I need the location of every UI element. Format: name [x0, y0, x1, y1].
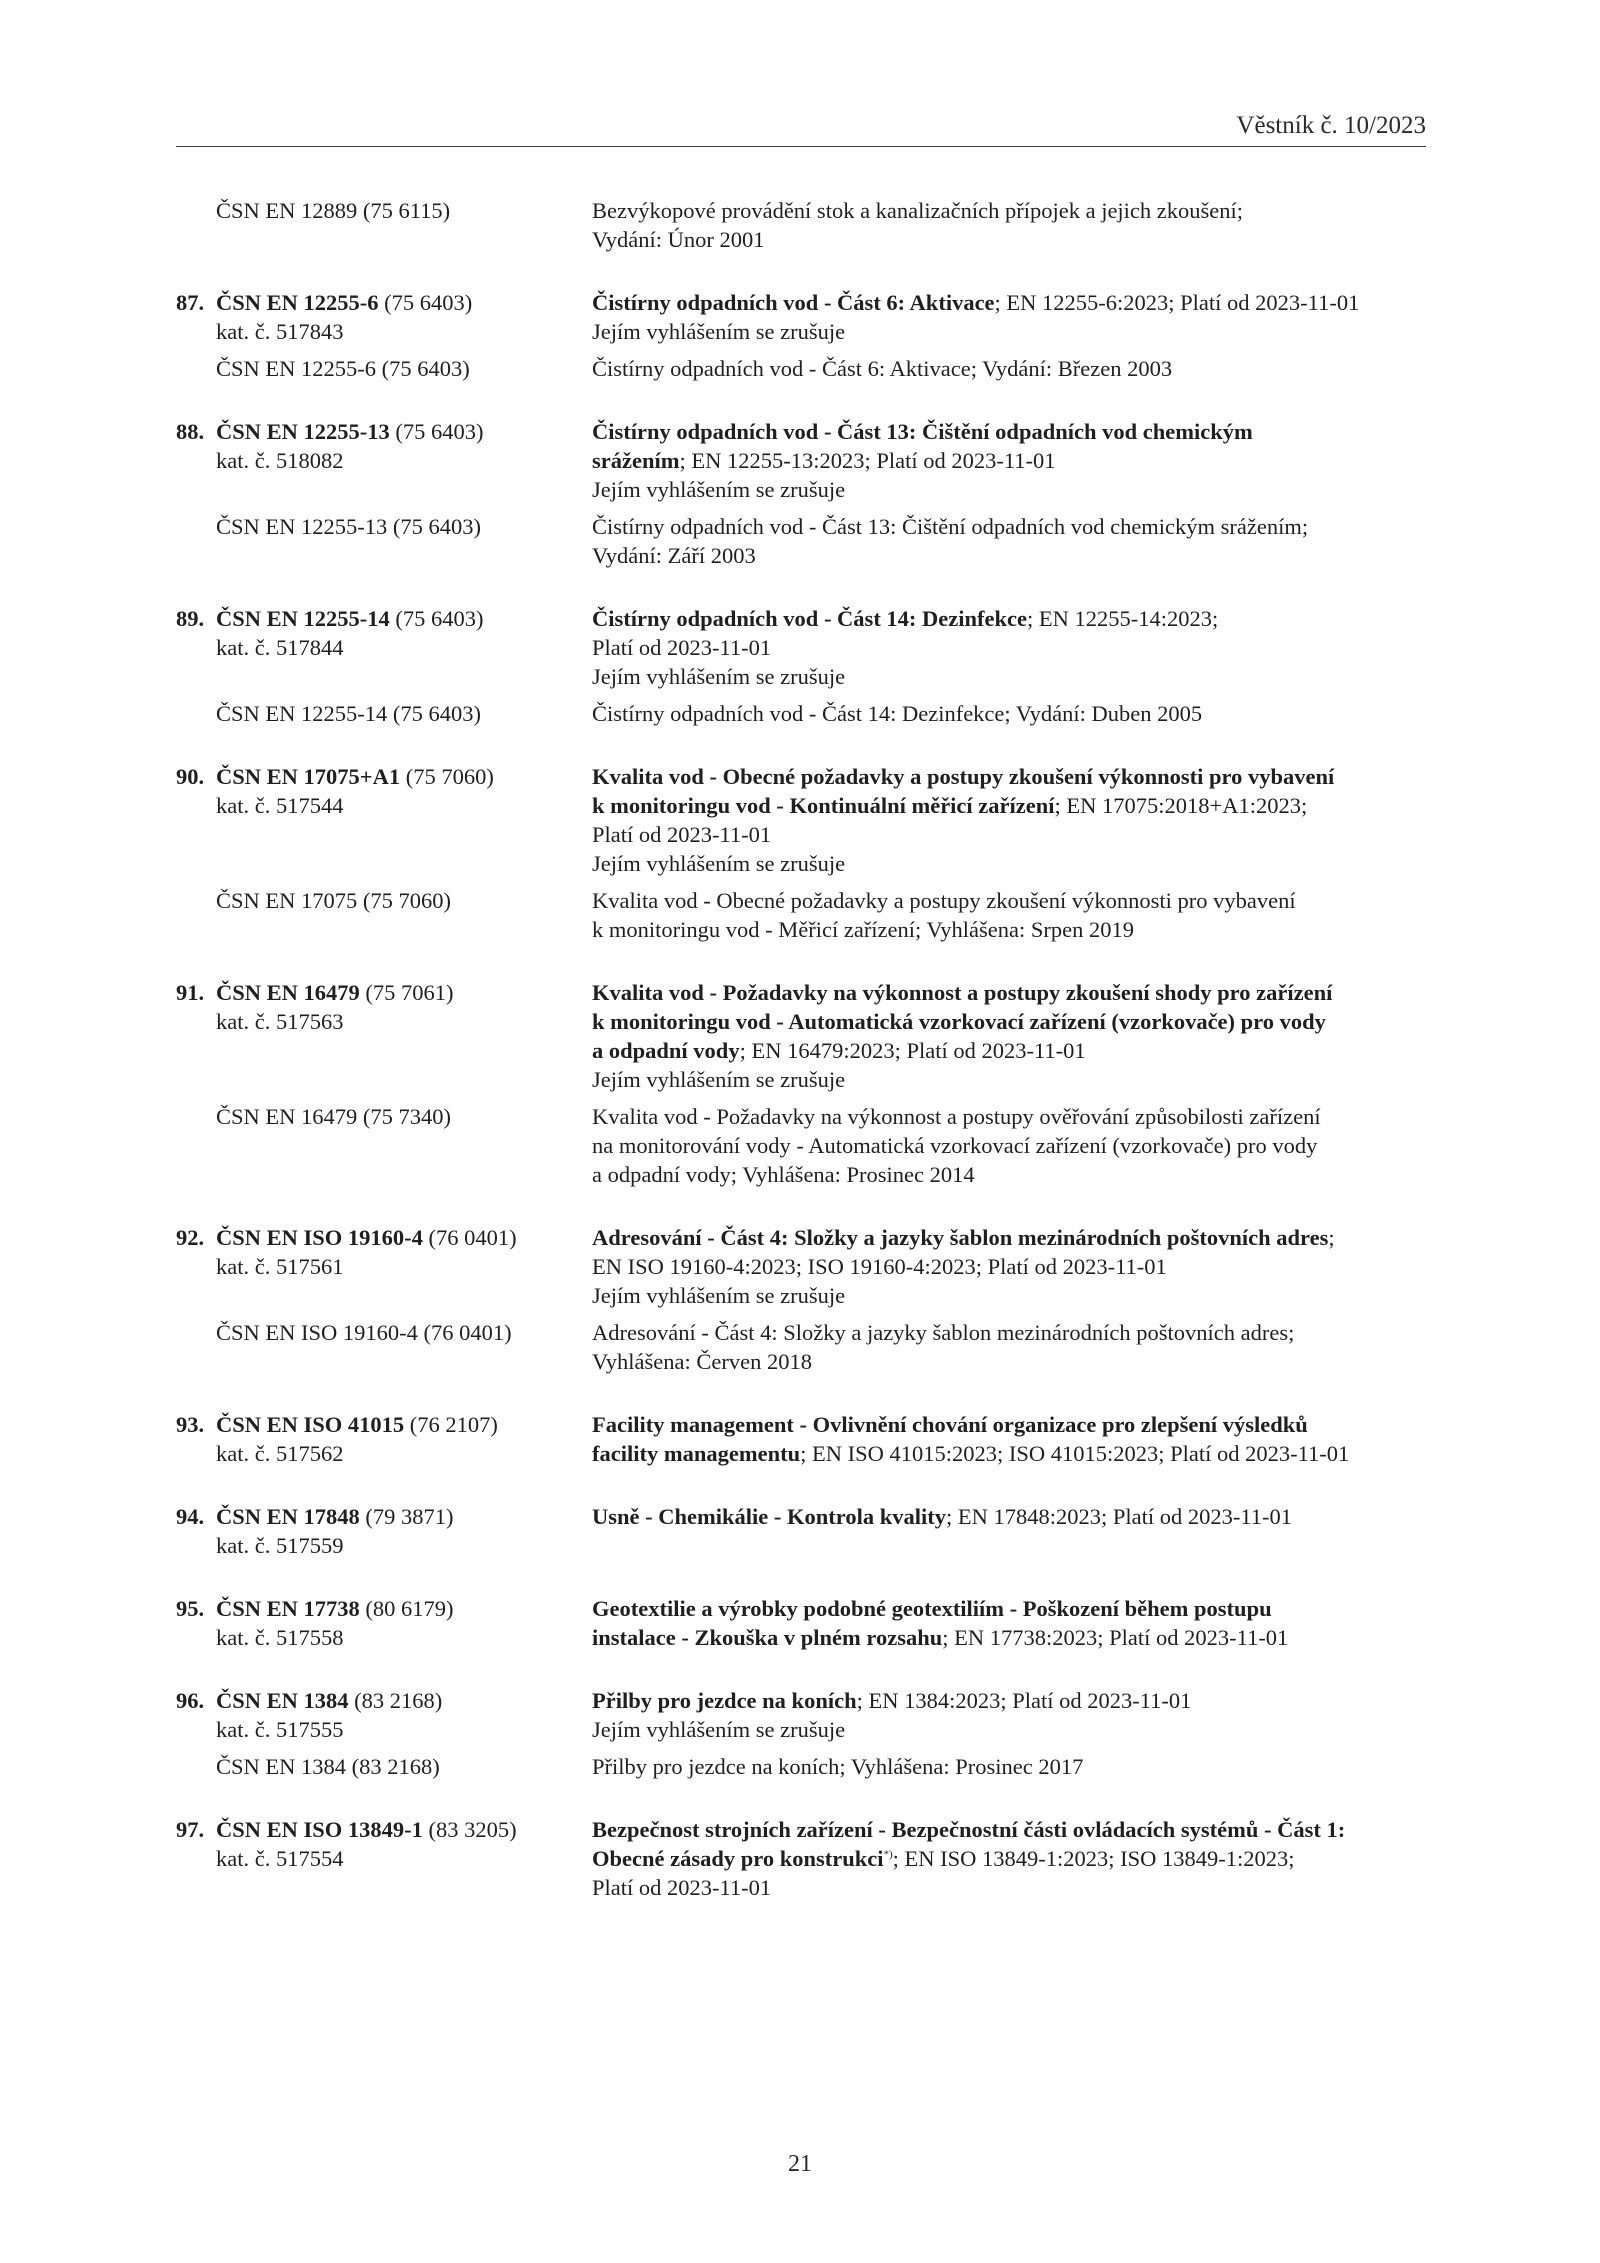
- replaced-code-text: ČSN EN 17075 (75 7060): [216, 888, 451, 913]
- replaced-standard-row: [176, 512, 1426, 570]
- catalog-number: kat. č. 517544: [216, 793, 344, 818]
- title-line: [592, 1223, 1426, 1252]
- standard-code: ČSN EN 12255-6: [216, 290, 379, 315]
- title-detail: Jejím vyhlášením se zrušuje: [592, 1067, 846, 1092]
- standard-code: ČSN EN ISO 41015: [216, 1412, 405, 1437]
- replaced-standard-row: [176, 1752, 1426, 1781]
- replaced-code-text: ČSN EN 1384 (83 2168): [216, 1754, 440, 1779]
- title-text: facility managementu: [592, 1441, 801, 1466]
- classification-code: (75 6403): [378, 290, 473, 315]
- title-detail: ; EN 17738:2023; Platí od 2023-11-01: [942, 1625, 1289, 1650]
- standard-title: [582, 1410, 1426, 1468]
- title-text: Obecné zásady pro konstrukci: [592, 1846, 884, 1871]
- catalog-number: kat. č. 517561: [216, 1254, 344, 1279]
- title-line: [592, 1686, 1426, 1715]
- title-line: [592, 1065, 1426, 1094]
- title-detail: Jejím vyhlášením se zrušuje: [592, 1717, 846, 1742]
- replaced-code-text: ČSN EN 12255-13 (75 6403): [216, 514, 481, 539]
- footnote-mark: *): [883, 1848, 893, 1861]
- standard-identifier: [176, 604, 582, 691]
- catalog-number: kat. č. 517555: [216, 1717, 344, 1742]
- replaced-standard-code: [176, 886, 582, 944]
- title-line: [592, 446, 1426, 475]
- replaced-standard-description: [582, 1102, 1426, 1189]
- replaced-standard-description: [582, 354, 1426, 383]
- title-line: [592, 791, 1426, 820]
- bulletin-title: Věstník č. 10/2023: [1236, 112, 1426, 139]
- description-line: Bezvýkopové provádění stok a kanalizačních přípojek a jejich zkoušení;: [592, 198, 1244, 223]
- description-line: Vyhlášena: Červen 2018: [592, 1349, 812, 1374]
- title-detail: ; EN 17848:2023; Platí od 2023-11-01: [945, 1504, 1292, 1529]
- new-standard-row: [176, 1223, 1426, 1310]
- title-line: [592, 1844, 1426, 1873]
- classification-code: (83 2168): [348, 1688, 443, 1713]
- standard-title: [582, 762, 1426, 878]
- description-line: Čistírny odpadních vod - Část 13: Čištění odpadních vod chemickým srážením;: [592, 514, 1309, 539]
- standard-entry: [176, 1223, 1426, 1376]
- entry-number: 94.: [176, 1504, 205, 1529]
- standard-identifier: [176, 1502, 582, 1560]
- title-line: [592, 288, 1426, 317]
- standard-entry: [176, 604, 1426, 728]
- title-line: [592, 317, 1426, 346]
- classification-code: (80 6179): [359, 1596, 454, 1621]
- document-body: [176, 196, 1426, 1936]
- standard-title: [582, 1686, 1426, 1744]
- title-text: Čistírny odpadních vod - Část 6: Aktivace: [592, 290, 995, 315]
- standard-identifier: [176, 417, 582, 504]
- replaced-standard-row: [176, 1102, 1426, 1189]
- title-detail: ; EN 12255-6:2023; Platí od 2023-11-01: [994, 290, 1360, 315]
- page-number: 21: [788, 2151, 812, 2177]
- title-text: Kvalita vod - Požadavky na výkonnost a postupy zkoušení shody pro zařízení: [592, 980, 1333, 1005]
- title-text: Přilby pro jezdce na koních: [592, 1688, 857, 1713]
- title-detail: ; EN 17075:2018+A1:2023;: [1054, 793, 1308, 818]
- replaced-standard-row: [176, 886, 1426, 944]
- standard-identifier: [176, 1223, 582, 1310]
- replaced-standard-row: [176, 196, 1426, 254]
- title-detail: ; EN 12255-14:2023;: [1027, 606, 1219, 631]
- title-line: [592, 1036, 1426, 1065]
- title-line: [592, 1594, 1426, 1623]
- new-standard-row: [176, 1502, 1426, 1560]
- standard-title: [582, 1502, 1426, 1560]
- catalog-number: kat. č. 517554: [216, 1846, 344, 1871]
- entry-number: 87.: [176, 290, 205, 315]
- description-line: a odpadní vody; Vyhlášena: Prosinec 2014: [592, 1162, 975, 1187]
- standard-entry: [176, 417, 1426, 570]
- classification-code: (79 3871): [359, 1504, 454, 1529]
- title-line: [592, 604, 1426, 633]
- catalog-number: kat. č. 517558: [216, 1625, 344, 1650]
- title-detail: Jejím vyhlášením se zrušuje: [592, 319, 846, 344]
- standard-code: ČSN EN 17075+A1: [216, 764, 401, 789]
- title-text: Čistírny odpadních vod - Část 13: Čištění odpadních vod chemickým: [592, 419, 1253, 444]
- description-line: na monitorování vody - Automatická vzorkovací zařízení (vzorkovače) pro vody: [592, 1133, 1318, 1158]
- title-detail: Jejím vyhlášením se zrušuje: [592, 851, 846, 876]
- replaced-standard-code: [176, 1102, 582, 1189]
- classification-code: (83 3205): [422, 1817, 517, 1842]
- replaced-standard-code: [176, 1318, 582, 1376]
- entry-number: 93.: [176, 1412, 205, 1437]
- title-line: [592, 1715, 1426, 1744]
- standard-code: ČSN EN 17738: [216, 1596, 360, 1621]
- catalog-number: kat. č. 517559: [216, 1533, 344, 1558]
- replaced-standard-code: [176, 1752, 582, 1781]
- new-standard-row: [176, 1686, 1426, 1744]
- catalog-number: kat. č. 517563: [216, 1009, 344, 1034]
- entry-number: 90.: [176, 764, 205, 789]
- title-line: [592, 1815, 1426, 1844]
- standard-entry: [176, 1594, 1426, 1652]
- title-text: k monitoringu vod - Automatická vzorkovací zařízení (vzorkovače) pro vody: [592, 1009, 1326, 1034]
- standard-title: [582, 604, 1426, 691]
- title-text: instalace - Zkouška v plném rozsahu: [592, 1625, 943, 1650]
- standard-title: [582, 1223, 1426, 1310]
- catalog-number: kat. č. 518082: [216, 448, 344, 473]
- title-line: [592, 1502, 1426, 1531]
- classification-code: (75 7060): [400, 764, 494, 789]
- standard-code: ČSN EN ISO 13849-1: [216, 1817, 423, 1842]
- new-standard-row: [176, 417, 1426, 504]
- classification-code: (76 2107): [404, 1412, 498, 1437]
- description-line: Kvalita vod - Obecné požadavky a postupy zkoušení výkonnosti pro vybavení: [592, 888, 1296, 913]
- standard-entry: [176, 762, 1426, 944]
- description-line: Kvalita vod - Požadavky na výkonnost a postupy ověřování způsobilosti zařízení: [592, 1104, 1321, 1129]
- title-detail: EN ISO 19160-4:2023; ISO 19160-4:2023; Platí od 2023-11-01: [592, 1254, 1167, 1279]
- standard-identifier: [176, 1594, 582, 1652]
- entry-number: 95.: [176, 1596, 205, 1621]
- replaced-code-text: ČSN EN 12255-14 (75 6403): [216, 701, 481, 726]
- title-text: Adresování - Část 4: Složky a jazyky šablon mezinárodních poštovních adres: [592, 1225, 1329, 1250]
- classification-code: (76 0401): [422, 1225, 517, 1250]
- title-line: [592, 1873, 1426, 1902]
- standard-entry: [176, 1502, 1426, 1560]
- title-detail: ; EN 16479:2023; Platí od 2023-11-01: [739, 1038, 1086, 1063]
- title-detail: Platí od 2023-11-01: [592, 635, 772, 660]
- standard-entry: [176, 1686, 1426, 1781]
- catalog-number: kat. č. 517843: [216, 319, 344, 344]
- replaced-standard-row: [176, 354, 1426, 383]
- title-line: [592, 417, 1426, 446]
- replaced-standard-row: [176, 1318, 1426, 1376]
- replaced-code-text: ČSN EN 16479 (75 7340): [216, 1104, 451, 1129]
- new-standard-row: [176, 1594, 1426, 1652]
- replaced-standard-code: [176, 512, 582, 570]
- replaced-standard-description: [582, 512, 1426, 570]
- title-text: Bezpečnost strojních zařízení - Bezpečnostní části ovládacích systémů - Část 1:: [592, 1817, 1346, 1842]
- title-text: a odpadní vody: [592, 1038, 740, 1063]
- title-detail: Jejím vyhlášením se zrušuje: [592, 477, 846, 502]
- classification-code: (75 6403): [389, 419, 484, 444]
- entry-number: 88.: [176, 419, 205, 444]
- standard-identifier: [176, 1686, 582, 1744]
- title-detail: Platí od 2023-11-01: [592, 822, 772, 847]
- standard-identifier: [176, 1410, 582, 1468]
- classification-code: (75 7061): [359, 980, 454, 1005]
- title-text: srážením: [592, 448, 680, 473]
- title-detail: Jejím vyhlášením se zrušuje: [592, 1283, 846, 1308]
- standard-identifier: [176, 762, 582, 878]
- title-text: Kvalita vod - Obecné požadavky a postupy zkoušení výkonnosti pro vybavení: [592, 764, 1335, 789]
- description-line: Čistírny odpadních vod - Část 14: Dezinfekce; Vydání: Duben 2005: [592, 701, 1203, 726]
- catalog-number: kat. č. 517562: [216, 1441, 344, 1466]
- title-line: [592, 633, 1426, 662]
- standard-code: ČSN EN 12255-14: [216, 606, 390, 631]
- replaced-standard-code: [176, 699, 582, 728]
- replaced-standard-description: [582, 886, 1426, 944]
- title-line: [592, 1252, 1426, 1281]
- title-line: [592, 475, 1426, 504]
- catalog-number: kat. č. 517844: [216, 635, 344, 660]
- title-text: Usně - Chemikálie - Kontrola kvality: [592, 1504, 946, 1529]
- replaced-code-text: ČSN EN 12255-6 (75 6403): [216, 356, 470, 381]
- title-line: [592, 762, 1426, 791]
- replaced-standard-description: [582, 196, 1426, 254]
- standard-title: [582, 417, 1426, 504]
- description-line: Vydání: Únor 2001: [592, 227, 765, 252]
- new-standard-row: [176, 1815, 1426, 1902]
- entry-number: 91.: [176, 980, 205, 1005]
- standard-title: [582, 1594, 1426, 1652]
- title-detail: ; EN ISO 13849-1:2023; ISO 13849-1:2023;: [892, 1846, 1295, 1871]
- standard-title: [582, 288, 1426, 346]
- replaced-code-text: ČSN EN ISO 19160-4 (76 0401): [216, 1320, 512, 1345]
- title-text: Geotextilie a výrobky podobné geotextiliím - Poškození během postupu: [592, 1596, 1272, 1621]
- replaced-standard-description: [582, 1752, 1426, 1781]
- standard-code: ČSN EN 17848: [216, 1504, 360, 1529]
- title-detail: ;: [1328, 1225, 1335, 1250]
- title-detail: Jejím vyhlášením se zrušuje: [592, 664, 846, 689]
- title-line: [592, 820, 1426, 849]
- replaced-standard-code: [176, 354, 582, 383]
- title-line: [592, 662, 1426, 691]
- title-text: Čistírny odpadních vod - Část 14: Dezinfekce: [592, 606, 1028, 631]
- title-detail: ; EN ISO 41015:2023; ISO 41015:2023; Platí od 2023-11-01: [800, 1441, 1350, 1466]
- description-line: Přilby pro jezdce na koních; Vyhlášena: Prosinec 2017: [592, 1754, 1084, 1779]
- entry-number: 97.: [176, 1817, 205, 1842]
- entry-number: 92.: [176, 1225, 205, 1250]
- title-line: [592, 1007, 1426, 1036]
- description-line: Čistírny odpadních vod - Část 6: Aktivace; Vydání: Březen 2003: [592, 356, 1173, 381]
- standard-code: ČSN EN 1384: [216, 1688, 349, 1713]
- title-detail: Platí od 2023-11-01: [592, 1875, 772, 1900]
- standard-title: [582, 1815, 1426, 1902]
- entry-number: 96.: [176, 1688, 205, 1713]
- classification-code: (75 6403): [389, 606, 484, 631]
- standard-code: ČSN EN ISO 19160-4: [216, 1225, 423, 1250]
- standard-code: ČSN EN 16479: [216, 980, 360, 1005]
- title-line: [592, 1410, 1426, 1439]
- title-text: Facility management - Ovlivnění chování organizace pro zlepšení výsledků: [592, 1412, 1308, 1437]
- new-standard-row: [176, 762, 1426, 878]
- title-line: [592, 978, 1426, 1007]
- standard-title: [582, 978, 1426, 1094]
- standard-identifier: [176, 288, 582, 346]
- new-standard-row: [176, 1410, 1426, 1468]
- new-standard-row: [176, 604, 1426, 691]
- standard-entry: [176, 978, 1426, 1189]
- page-header: [176, 112, 1426, 147]
- carry-over-entry: [176, 196, 1426, 254]
- replaced-standard-row: [176, 699, 1426, 728]
- standard-entry: [176, 1815, 1426, 1902]
- replaced-standard-description: [582, 1318, 1426, 1376]
- standard-entry: [176, 288, 1426, 383]
- replaced-standard-code: ČSN EN 12889 (75 6115): [216, 198, 451, 223]
- standards-list: [176, 288, 1426, 1902]
- standard-identifier: [176, 1815, 582, 1902]
- standard-code: ČSN EN 12255-13: [216, 419, 390, 444]
- standard-entry: [176, 1410, 1426, 1468]
- title-detail: ; EN 1384:2023; Platí od 2023-11-01: [856, 1688, 1192, 1713]
- title-line: [592, 849, 1426, 878]
- replaced-standard-description: [582, 699, 1426, 728]
- title-line: [592, 1439, 1426, 1468]
- new-standard-row: [176, 978, 1426, 1094]
- description-line: k monitoringu vod - Měřicí zařízení; Vyhlášena: Srpen 2019: [592, 917, 1134, 942]
- description-line: Adresování - Část 4: Složky a jazyky šablon mezinárodních poštovních adres;: [592, 1320, 1295, 1345]
- entry-number: 89.: [176, 606, 205, 631]
- title-text: k monitoringu vod - Kontinuální měřicí zařízení: [592, 793, 1055, 818]
- title-line: [592, 1623, 1426, 1652]
- new-standard-row: [176, 288, 1426, 346]
- title-detail: ; EN 12255-13:2023; Platí od 2023-11-01: [679, 448, 1056, 473]
- title-line: [592, 1281, 1426, 1310]
- standard-identifier: [176, 978, 582, 1094]
- description-line: Vydání: Září 2003: [592, 543, 756, 568]
